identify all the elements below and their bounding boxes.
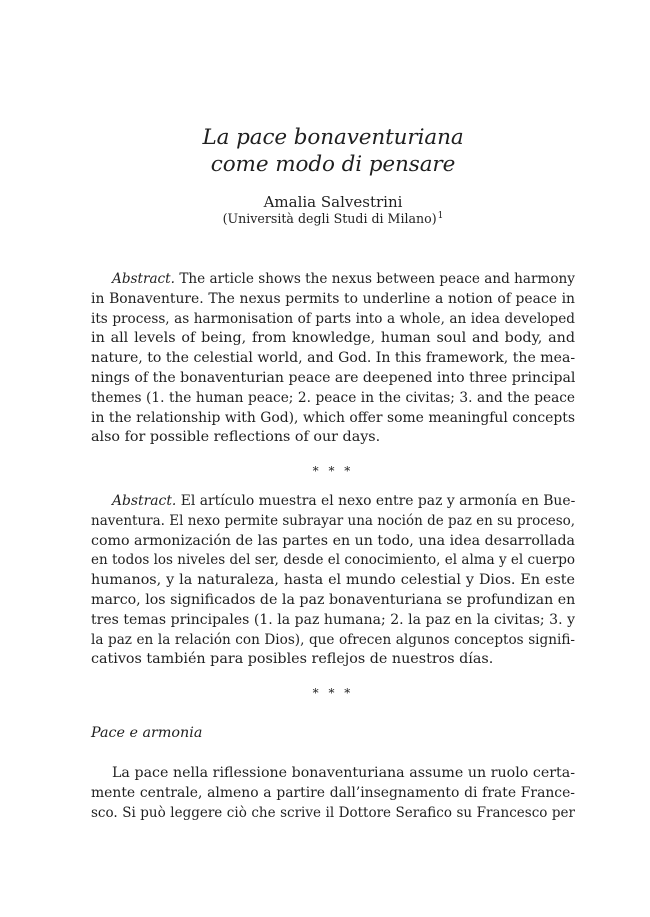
- affiliation-text: (Università degli Studi di Milano): [222, 211, 437, 226]
- abstract-es-line-6: marco, los significados de la paz bonaventuriana se profundizan en: [91, 591, 576, 608]
- abstract-es-line-3: como armonización de las partes en un todo, una idea desarrollada: [91, 532, 575, 549]
- abstract-en-line-9: also for possible reflections of our days.: [91, 429, 381, 446]
- abstract-en-line-8: in the relationship with God), which offer some meaningful concepts: [91, 409, 575, 426]
- abstract-en-line-3: its process, as harmonisation of parts into a whole, an idea developed: [91, 310, 575, 327]
- abstract-es-line-9: cativos también para posibles reflejos de nuestros días.: [91, 651, 494, 668]
- article-title: [91, 124, 575, 178]
- title-line-2: come modo di pensare: [210, 152, 456, 177]
- abstract-es-label: Abstract.: [112, 493, 177, 509]
- abstract-es-line-4: en todos los niveles del ser, desde el conocimiento, el alma y el cuerpo: [91, 552, 575, 569]
- abstract-es-line-8: la paz en la relación con Dios), que ofrecen algunos conceptos signifi-: [91, 631, 575, 648]
- section-separator-2: * * *: [312, 686, 354, 700]
- abstract-es-line-2: naventura. El nexo permite subrayar una noción de paz en su proceso,: [91, 512, 576, 529]
- body-paragraph: [91, 764, 575, 823]
- abstract-en-line-1: Abstract. The article shows the nexus between peace and harmony: [112, 271, 575, 287]
- author-affiliation: [91, 211, 575, 227]
- body-line-2: mente centrale, almeno a partire dall’insegnamento di frate France-: [91, 784, 575, 801]
- abstract-en-line-6: nings of the bonaventurian peace are deepened into three principal: [91, 369, 576, 386]
- footnote-marker: 1: [437, 211, 444, 221]
- abstract-english: [91, 270, 575, 448]
- abstract-en-line-5: nature, to the celestial world, and God. In this framework, the mea-: [91, 350, 576, 367]
- body-line-1: La pace nella riflessione bonaventuriana assume un ruolo certa-: [112, 765, 575, 781]
- abstract-en-line-7: themes (1. the human peace; 2. peace in the civitas; 3. and the peace: [91, 389, 575, 406]
- section-separator-1: * * *: [312, 464, 354, 478]
- abstract-spanish: [91, 492, 575, 670]
- abstract-en-label: Abstract.: [112, 271, 175, 287]
- abstract-es-line-1: Abstract. El artículo muestra el nexo entre paz y armonía en Bue-: [112, 493, 576, 509]
- author-name: Amalia Salvestrini: [263, 193, 403, 211]
- abstract-en-line-4: in all levels of being, from knowledge, human soul and body, and: [91, 330, 575, 347]
- abstract-en-line-2: in Bonaventure. The nexus permits to underline a notion of peace in: [91, 290, 575, 307]
- title-line-1: La pace bonaventuriana: [202, 125, 464, 150]
- body-line-3: sco. Si può leggere ciò che scrive il Dottore Serafico su Francesco per: [91, 804, 575, 821]
- section-heading: Pace e armonia: [91, 725, 203, 741]
- abstract-es-line-7: tres temas principales (1. la paz humana; 2. la paz en la civitas; 3. y: [91, 611, 575, 628]
- abstract-es-line-5: humanos, y la naturaleza, hasta el mundo celestial y Dios. En este: [91, 572, 575, 589]
